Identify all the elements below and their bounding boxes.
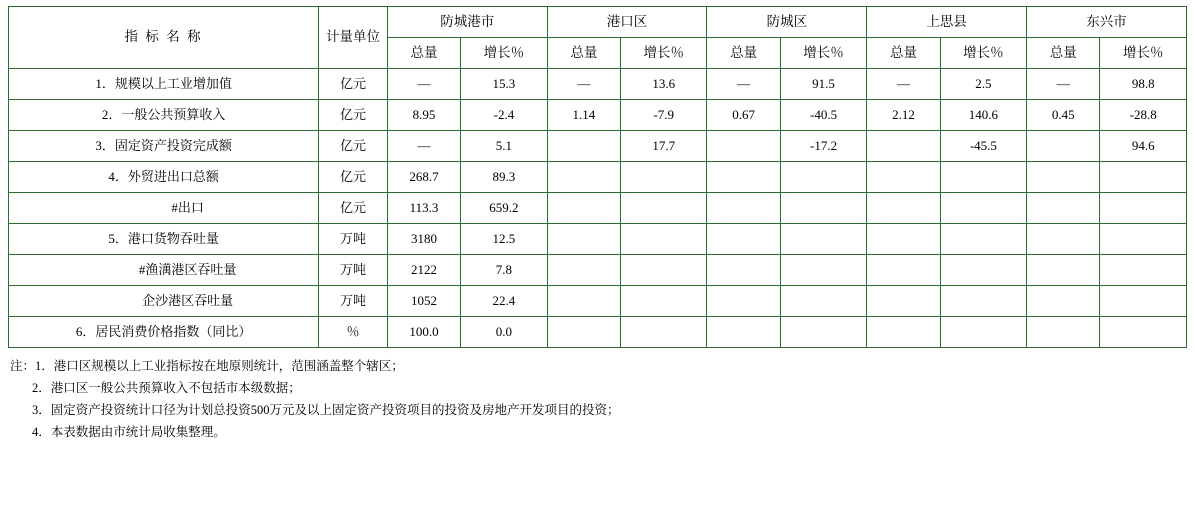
row-unit: 万吨 [319, 224, 388, 255]
row-growth-3 [940, 317, 1026, 348]
row-unit: 亿元 [319, 162, 388, 193]
row-unit: 万吨 [319, 255, 388, 286]
table-notes [10, 356, 1195, 444]
row-growth-0: 659.2 [461, 193, 547, 224]
header-indicator-name: 指 标 名 称 [9, 7, 319, 69]
note-line: 4．本表数据由市统计局收集整理。 [32, 424, 226, 439]
row-total-3 [867, 131, 940, 162]
row-growth-4 [1100, 162, 1187, 193]
header-total-1: 总量 [547, 38, 620, 69]
header-total-3: 总量 [867, 38, 940, 69]
row-unit: ％ [319, 317, 388, 348]
row-growth-0: 89.3 [461, 162, 547, 193]
row-growth-0: 22.4 [461, 286, 547, 317]
row-unit: 亿元 [319, 100, 388, 131]
row-growth-0: 12.5 [461, 224, 547, 255]
table-row [9, 317, 1187, 348]
header-growth-4: 增长％ [1100, 38, 1187, 69]
row-total-4: 0.45 [1027, 100, 1100, 131]
row-growth-2: -17.2 [780, 131, 866, 162]
row-total-1: — [547, 69, 620, 100]
row-total-1 [547, 317, 620, 348]
row-indicator-name: 5．港口货物吞吐量 [9, 224, 319, 255]
row-total-4: — [1027, 69, 1100, 100]
header-region-1: 港口区 [547, 7, 707, 38]
row-growth-2: 91.5 [780, 69, 866, 100]
table-row [9, 100, 1187, 131]
row-growth-3: 140.6 [940, 100, 1026, 131]
row-total-3 [867, 255, 940, 286]
table-row [9, 162, 1187, 193]
row-total-3 [867, 162, 940, 193]
row-growth-4: -28.8 [1100, 100, 1187, 131]
row-indicator-name: 4．外贸进出口总额 [9, 162, 319, 193]
header-growth-3: 增长％ [940, 38, 1026, 69]
row-total-4 [1027, 286, 1100, 317]
row-unit: 亿元 [319, 69, 388, 100]
row-total-1 [547, 224, 620, 255]
row-growth-1: 13.6 [621, 69, 707, 100]
row-growth-4 [1100, 286, 1187, 317]
row-growth-2 [780, 224, 866, 255]
row-total-0: 100.0 [387, 317, 460, 348]
row-growth-4 [1100, 317, 1187, 348]
row-growth-3 [940, 224, 1026, 255]
row-indicator-name: #渔澫港区吞吐量 [9, 255, 319, 286]
row-total-2 [707, 131, 780, 162]
row-growth-3 [940, 255, 1026, 286]
row-indicator-name: #出口 [9, 193, 319, 224]
row-total-4 [1027, 193, 1100, 224]
header-total-4: 总量 [1027, 38, 1100, 69]
row-total-2 [707, 286, 780, 317]
row-growth-4 [1100, 255, 1187, 286]
row-growth-2 [780, 193, 866, 224]
row-total-2 [707, 317, 780, 348]
header-region-2: 防城区 [707, 7, 867, 38]
row-indicator-name: 企沙港区吞吐量 [9, 286, 319, 317]
row-total-4 [1027, 131, 1100, 162]
table-row [9, 286, 1187, 317]
statistics-sheet [0, 6, 1195, 516]
header-growth-0: 增长％ [461, 38, 547, 69]
table-header [9, 7, 1187, 69]
row-total-2 [707, 193, 780, 224]
row-growth-1 [621, 162, 707, 193]
row-growth-4: 98.8 [1100, 69, 1187, 100]
header-total-0: 总量 [387, 38, 460, 69]
row-indicator-name: 6．居民消费价格指数（同比） [9, 317, 319, 348]
row-total-2: — [707, 69, 780, 100]
header-growth-2: 增长％ [780, 38, 866, 69]
row-total-3: 2.12 [867, 100, 940, 131]
row-growth-1 [621, 255, 707, 286]
row-total-0: 3180 [387, 224, 460, 255]
table-body [9, 69, 1187, 348]
note-line: 3．固定资产投资统计口径为计划总投资500万元及以上固定资产投资项目的投资及房地产开发项目的投资； [32, 402, 620, 417]
row-growth-1 [621, 224, 707, 255]
row-total-4 [1027, 255, 1100, 286]
row-growth-0: 15.3 [461, 69, 547, 100]
row-total-1 [547, 193, 620, 224]
row-unit: 亿元 [319, 193, 388, 224]
row-unit: 万吨 [319, 286, 388, 317]
row-total-0: 8.95 [387, 100, 460, 131]
table-row [9, 224, 1187, 255]
header-total-2: 总量 [707, 38, 780, 69]
row-growth-4 [1100, 193, 1187, 224]
row-growth-3: 2.5 [940, 69, 1026, 100]
row-total-0: 2122 [387, 255, 460, 286]
header-unit: 计量单位 [319, 7, 388, 69]
header-row-top [9, 7, 1187, 38]
row-total-0: 1052 [387, 286, 460, 317]
row-growth-3: -45.5 [940, 131, 1026, 162]
row-indicator-name: 1．规模以上工业增加值 [9, 69, 319, 100]
row-growth-1 [621, 193, 707, 224]
header-growth-1: 增长％ [621, 38, 707, 69]
table-row [9, 255, 1187, 286]
row-growth-1: 17.7 [621, 131, 707, 162]
note-line: 注：1．港口区规模以上工业指标按在地原则统计，范围涵盖整个辖区； [10, 359, 404, 373]
table-row [9, 69, 1187, 100]
header-region-3: 上思县 [867, 7, 1027, 38]
header-region-4: 东兴市 [1027, 7, 1187, 38]
row-growth-2 [780, 286, 866, 317]
row-total-1: 1.14 [547, 100, 620, 131]
row-total-3 [867, 317, 940, 348]
row-total-2: 0.67 [707, 100, 780, 131]
row-total-1 [547, 131, 620, 162]
row-total-1 [547, 255, 620, 286]
row-growth-3 [940, 162, 1026, 193]
note-line: 2．港口区一般公共预算收入不包括市本级数据； [32, 380, 301, 395]
row-growth-4 [1100, 224, 1187, 255]
row-unit: 亿元 [319, 131, 388, 162]
header-region-0: 防城港市 [387, 7, 547, 38]
row-indicator-name: 3．固定资产投资完成额 [9, 131, 319, 162]
row-total-0: — [387, 131, 460, 162]
row-total-1 [547, 286, 620, 317]
row-growth-2: -40.5 [780, 100, 866, 131]
row-growth-4: 94.6 [1100, 131, 1187, 162]
row-growth-1 [621, 317, 707, 348]
row-growth-3 [940, 193, 1026, 224]
row-growth-1 [621, 286, 707, 317]
row-total-2 [707, 255, 780, 286]
table-row [9, 131, 1187, 162]
row-total-1 [547, 162, 620, 193]
row-total-3 [867, 286, 940, 317]
row-growth-0: 7.8 [461, 255, 547, 286]
row-growth-0: 0.0 [461, 317, 547, 348]
row-total-3: — [867, 69, 940, 100]
row-total-4 [1027, 224, 1100, 255]
row-total-4 [1027, 162, 1100, 193]
row-growth-0: -2.4 [461, 100, 547, 131]
row-growth-1: -7.9 [621, 100, 707, 131]
row-growth-3 [940, 286, 1026, 317]
row-indicator-name: 2．一般公共预算收入 [9, 100, 319, 131]
row-total-3 [867, 193, 940, 224]
row-total-2 [707, 162, 780, 193]
row-growth-2 [780, 255, 866, 286]
row-total-0: 113.3 [387, 193, 460, 224]
row-growth-2 [780, 317, 866, 348]
row-growth-2 [780, 162, 866, 193]
row-growth-0: 5.1 [461, 131, 547, 162]
row-total-0: — [387, 69, 460, 100]
row-total-0: 268.7 [387, 162, 460, 193]
statistics-table [8, 6, 1187, 348]
table-row [9, 193, 1187, 224]
row-total-2 [707, 224, 780, 255]
row-total-4 [1027, 317, 1100, 348]
row-total-3 [867, 224, 940, 255]
